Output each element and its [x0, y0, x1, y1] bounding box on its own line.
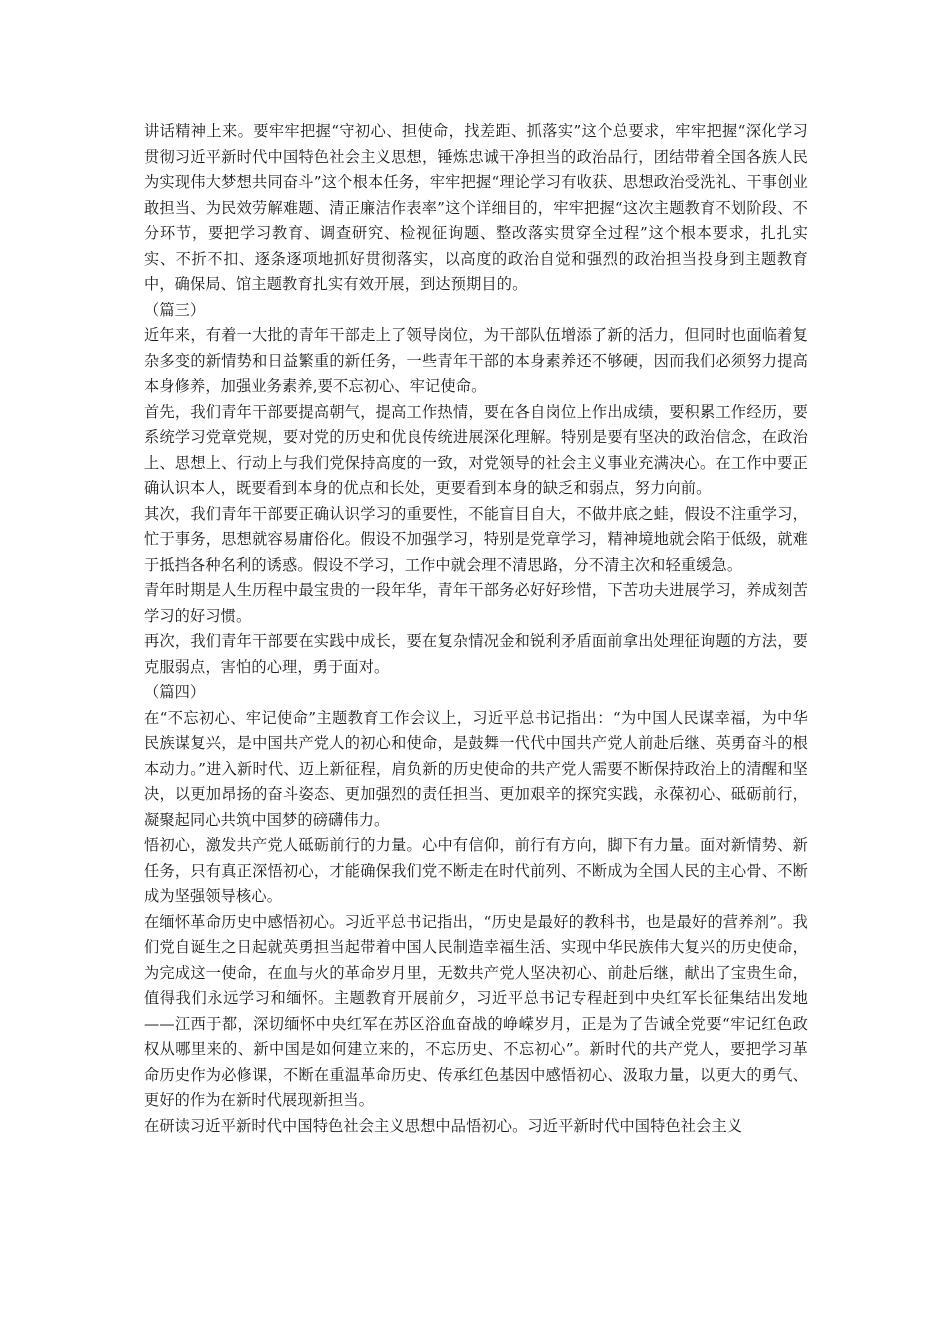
- paragraph-truncated: 在研读习近平新时代中国特色社会主义思想中品悟初心。习近平新时代中国特色社会主义: [144, 1116, 743, 1135]
- document-body: [144, 119, 808, 1139]
- paragraph-continuation: 讲话精神上来。要牢牢把握“守初心、担使命，找差距、抓落实”这个总要求，牢牢把握“深化学习贯彻习近平新时代中国特色社会主义思想，锤炼忠诚干净担当的政治品行，团结带着全国各族人民为实现伟大梦想共同奋斗”这个根本任务，牢牢把握“理论学习有收获、思想政治受洗礼、干事创业敢担当、为民效劳解难题、清正廉洁作表率”这个详细目的，牢牢把握“这次主题教育不划阶段、不分环节，要把学习教育、调查研究、检视征询题、整改落实贯穿全过程”这个根本要求，扎扎实实、不折不扣、逐条逐项地抓好贯彻落实，以高度的政治自觉和强烈的政治担当投身到主题教育中，确保局、馆主题教育扎实有效开展，到达预期目的。: [144, 122, 808, 293]
- paragraph: 首先，我们青年干部要提高朝气，提高工作热情，要在各自岗位上作出成绩，要积累工作经历，要系统学习党章党规，要对党的历史和优良传统进展深化理解。特别是要有坚决的政治信念，在政治上、思想上、行动上与我们党保持高度的一致，对党领导的社会主义事业充满决心。在工作中要正确认识本人，既要看到本身的优点和长处，更要看到本身的缺乏和弱点，努力向前。: [144, 402, 808, 497]
- paragraph: 再次，我们青年干部要在实践中成长，要在复杂情况金和锐利矛盾面前拿出处理征询题的方法，要克服弱点，害怕的心理，勇于面对。: [144, 632, 808, 676]
- paragraph: 近年来，有着一大批的青年干部走上了领导岗位，为干部队伍增添了新的活力，但同时也面临着复杂多变的新情势和日益繁重的新任务，一些青年干部的本身素养还不够硬，因而我们必须努力提高本身修养，加强业务素养,要不忘初心、牢记使命。: [144, 326, 808, 395]
- section-heading-part-four: （篇四）: [144, 683, 206, 701]
- paragraph: 在缅怀革命历史中感悟初心。习近平总书记指出，“历史是最好的教科书，也是最好的营养剂”。我们党自诞生之日起就英勇担当起带着中国人民制造幸福生活、实现中华民族伟大复兴的历史使命，为完成这一使命，在血与火的革命岁月里，无数共产党人坚决初心、前赴后继，献出了宝贵生命，值得我们永远学习和缅怀。主题教育开展前夕，习近平总书记专程赶到中央红军长征集结出发地——江西于都，深切缅怀中央红军在苏区浴血奋战的峥嵘岁月，正是为了告诫全党要“牢记红色政权从哪里来的、新中国是如何建立来的，不忘历史、不忘初心”。新时代的共产党人，要把学习革命历史作为必修课，不断在重温革命历史、传承红色基因中感悟初心、汲取力量，以更大的勇气、更好的作为在新时代展现新担当。: [144, 912, 808, 1109]
- paragraph: 青年时期是人生历程中最宝贵的一段年华，青年干部务必好好珍惜，下苦功夫进展学习，养成刻苦学习的好习惯。: [144, 581, 808, 625]
- section-heading-part-three: （篇三）: [144, 300, 206, 319]
- paragraph: 其次，我们青年干部要正确认识学习的重要性，不能盲目自大，不做井底之蛙，假设不注重学习，忙于事务，思想就容易庸俗化。假设不加强学习，特别是党章学习，精神境地就会陷于低级，就难于抵挡各种名利的诱惑。假设不学习，工作中就会理不清思路，分不清主次和轻重缓急。: [144, 504, 808, 574]
- paragraph: 悟初心，激发共产党人砥砺前行的力量。心中有信仰，前行有方向，脚下有力量。面对新情势、新任务，只有真正深悟初心，才能确保我们党不断走在时代前列、不断成为全国人民的主心骨、不断成为坚强领导核心。: [144, 836, 808, 905]
- paragraph: 在“不忘初心、牢记使命”主题教育工作会议上，习近平总书记指出：“为中国人民谋幸福，为中华民族谋复兴，是中国共产党人的初心和使命，是鼓舞一代代中国共产党人前赴后继、英勇奋斗的根本动力。”进入新时代、迈上新征程，肩负新的历史使命的共产党人需要不断保持政治上的清醒和坚决，以更加昂扬的奋斗姿态、更加强烈的责任担当、更加艰辛的探究实践，永葆初心、砥砺前行，凝聚起同心共筑中国梦的磅礴伟力。: [144, 708, 808, 829]
